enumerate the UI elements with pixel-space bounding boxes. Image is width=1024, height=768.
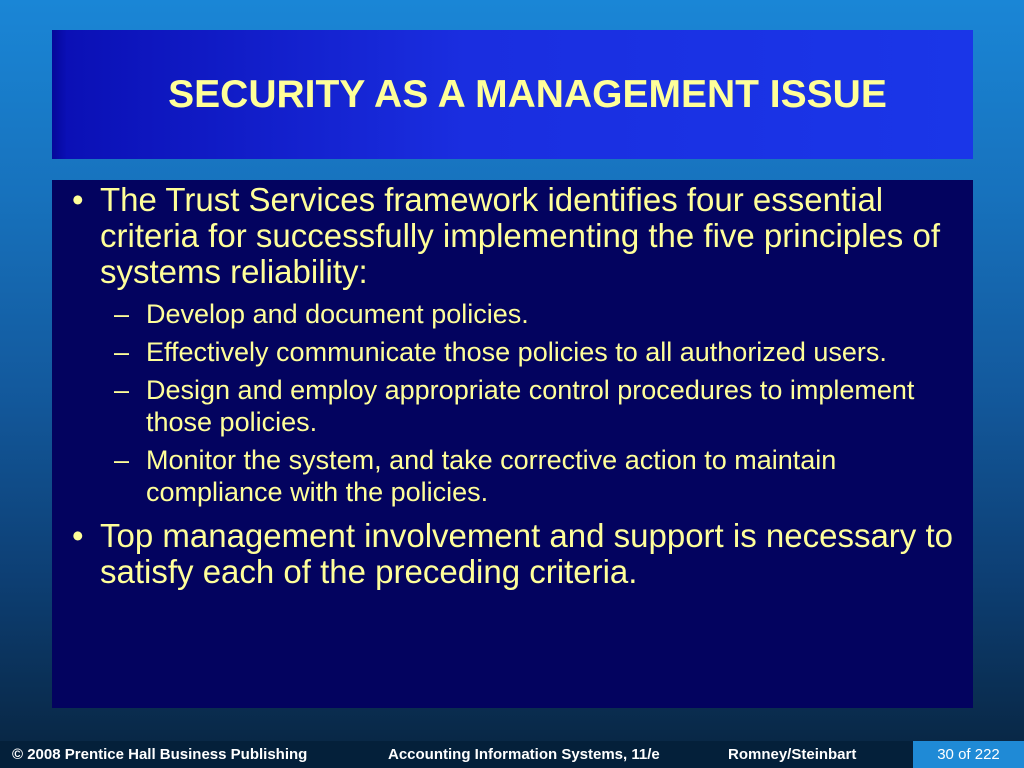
sub-bullet-text: Effectively communicate those policies to all authorized users. <box>146 337 887 367</box>
dash-icon: – <box>114 299 130 329</box>
page-number-badge: 30 of 222 <box>913 741 1024 768</box>
sub-bullet-item <box>52 444 957 508</box>
sub-bullet-item <box>52 336 957 368</box>
title-banner <box>52 30 973 159</box>
sub-bullet-text: Monitor the system, and take corrective action to maintain compliance with the policies. <box>146 445 837 507</box>
content-panel <box>52 180 973 708</box>
sub-bullet-text: Design and employ appropriate control procedures to implement those policies. <box>146 375 915 437</box>
bullet-icon: • <box>72 181 84 218</box>
bullet-item <box>52 182 957 290</box>
footer-bar <box>0 741 1024 768</box>
footer-authors: Romney/Steinbart <box>728 746 857 763</box>
bullet-text: Top management involvement and support is necessary to satisfy each of the preceding criteria. <box>100 517 953 590</box>
footer-book-title: Accounting Information Systems, 11/e <box>388 746 660 763</box>
bullet-item <box>52 518 957 590</box>
sub-bullet-item <box>52 298 957 330</box>
bullet-icon: • <box>72 517 84 554</box>
footer-copyright: © 2008 Prentice Hall Business Publishing <box>12 746 308 763</box>
sub-bullet-text: Develop and document policies. <box>146 299 529 329</box>
bullet-text: The Trust Services framework identifies four essential criteria for successfully implementing the five principles of systems reliability: <box>100 181 941 290</box>
dash-icon: – <box>114 375 130 405</box>
dash-icon: – <box>114 445 130 475</box>
dash-icon: – <box>114 337 130 367</box>
sub-bullet-item <box>52 374 957 438</box>
slide-title: SECURITY AS A MANAGEMENT ISSUE <box>168 72 887 116</box>
